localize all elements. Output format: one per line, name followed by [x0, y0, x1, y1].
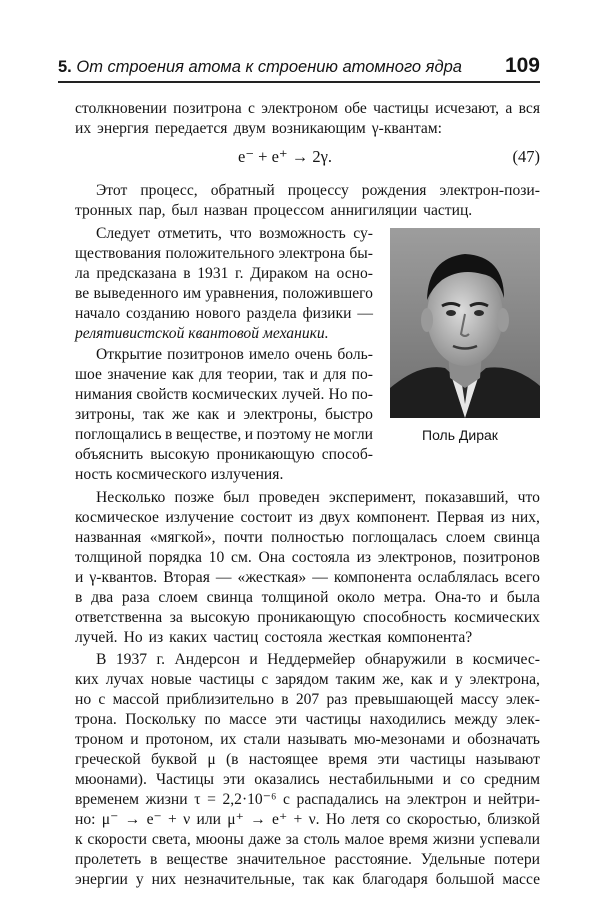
text-line: троном и протоном, их стали называть мю-мезонами и обозначать [75, 731, 540, 748]
text-line: Несколько позже был проведен эксперимент, показавший, что [96, 489, 540, 506]
text-line: греческой буквой μ (в настоящее время эти частицы называют [75, 751, 540, 768]
chapter-heading [58, 58, 462, 77]
text-line: ществования положительного электрона бы- [75, 245, 373, 262]
chapter-number: 5. [58, 58, 72, 76]
running-header [58, 52, 540, 82]
text-line [75, 324, 373, 344]
text-line: ответственна за высокую проникающую способность космических [75, 609, 540, 626]
text-line: поглощались в веществе, и поэтому не могли [75, 426, 373, 443]
portrait-photo-icon [390, 228, 540, 418]
text-line: ве выведенного им уравнения, положившего [75, 285, 373, 302]
text-line: к скорости света, мюоны даже за столь малое время жизни успевали [75, 831, 540, 848]
text-line: но с массой приблизительно в 207 раз превышающей массу элек- [75, 691, 540, 708]
text-line: и γ-квантов. Вторая — «жесткая» — компонента ослаблялась всего [75, 569, 540, 586]
text-line: пролететь в веществе значительное расстояние. Удельные потери [75, 851, 540, 868]
text-line: начало созданию нового раздела физики — [75, 305, 373, 322]
text-line: нимания свойств космических лучей. Но по- [75, 386, 373, 403]
text-line: в два раза слоем свинца толщиной около метра. Она-то и была [75, 589, 540, 606]
text-line: лучей. Но из каких частиц состояла жесткая компонента? [75, 629, 473, 646]
header-rule [58, 81, 540, 83]
text-line: толщиной порядка 10 см. Она состояла из электронов, позитронов [75, 549, 540, 566]
italic-term: релятивистской квантовой механики. [75, 325, 329, 342]
text-line: зитроны, так же как и электроны, быстро [75, 406, 373, 423]
figure-caption: Поль Дирак [422, 427, 498, 443]
text-line: Следует отметить, что возможность су- [96, 225, 373, 242]
text-line: трона. Поскольку по массе эти частицы находились между элек- [75, 711, 540, 728]
text-line: ность космического излучения. [75, 466, 284, 483]
text-line: их энергия передается двум возникающим γ-квантам: [75, 120, 442, 137]
text-line: шое значение как для теории, так и для по- [75, 366, 373, 383]
text-line: мюонами). Частицы эти оказались нестабильными и со средним [75, 771, 540, 788]
text-line: но: μ⁻ → e⁻ + ν или μ⁺ → e⁺ + ν. Но летя со скоростью, близкой [75, 811, 540, 828]
text-line: энергии у них незначительные, так как благодаря большой массе [75, 871, 540, 888]
equation-number: (47) [512, 147, 540, 166]
text-line: В 1937 г. Андерсон и Неддермейер обнаружили в космичес- [96, 651, 540, 668]
text-line: названная «мягкой», почти полностью поглощалась слоем свинца [75, 529, 540, 546]
text-line: космическое излучение состоит из двух компонент. Первая из них, [75, 509, 540, 526]
equation-text: e⁻ + e⁺ → 2γ. [238, 147, 333, 166]
text-line: ких лучах новые частицы с зарядом таким же, как и у электрона, [75, 671, 540, 688]
text-line: Открытие позитронов имело очень боль- [96, 346, 373, 363]
text-line: Этот процесс, обратный процессу рождения электрон-пози- [96, 182, 540, 199]
page-number: 109 [504, 54, 540, 77]
text-line: тронных пар, был назван процессом аннигиляции частиц. [75, 202, 473, 219]
text-line: столкновении позитрона с электроном обе частицы исчезают, а вся [75, 100, 540, 117]
text-line: ла предсказана в 1931 г. Дираком на осно- [75, 265, 373, 282]
text-line: временем жизни τ = 2,2·10⁻⁶ с распадались на электрон и нейтри- [75, 791, 540, 808]
dirac-portrait [390, 228, 540, 418]
chapter-title: От строения атома к строению атомного ядра [76, 58, 462, 76]
text-line: объяснить высокую проникающую способ- [75, 446, 373, 463]
